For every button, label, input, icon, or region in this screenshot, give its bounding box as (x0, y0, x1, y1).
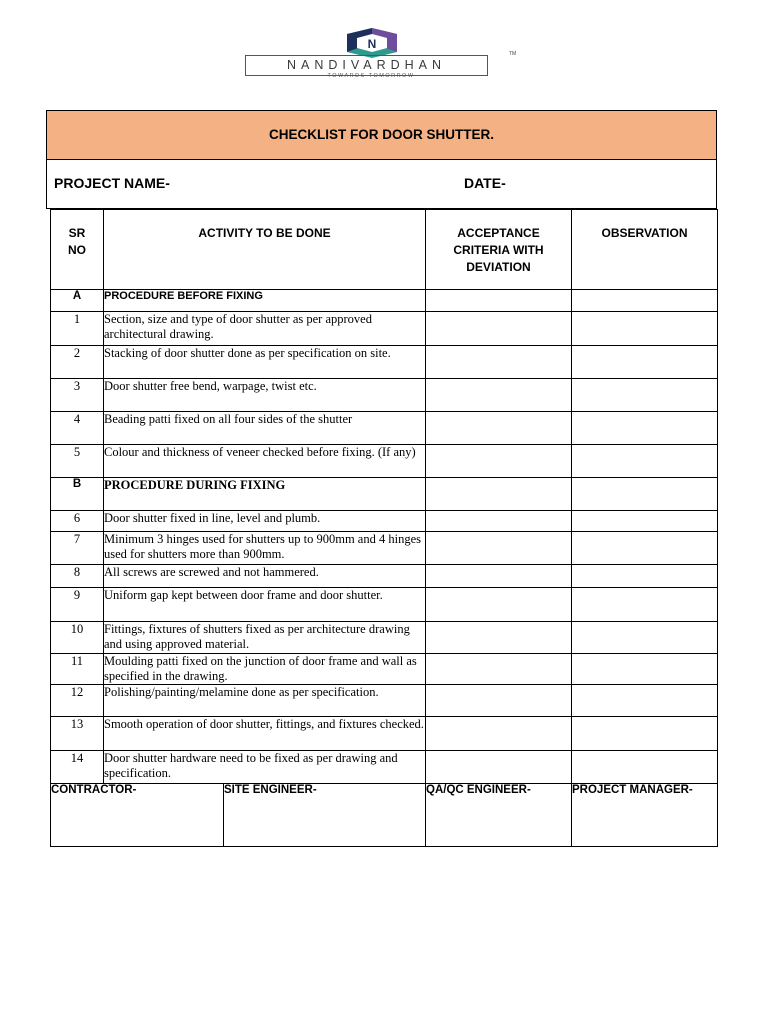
row-activity: Door shutter free bend, warpage, twist etc. (104, 379, 426, 412)
observation-cell[interactable] (572, 290, 718, 312)
row-activity: Smooth operation of door shutter, fittings, and fixtures checked. (104, 717, 426, 751)
column-header-sr-no: SR NO (51, 210, 104, 290)
acceptance-cell[interactable] (426, 751, 572, 784)
observation-cell[interactable] (572, 478, 718, 511)
row-sr: 7 (51, 532, 104, 565)
observation-cell[interactable] (572, 588, 718, 622)
column-header-acceptance: ACCEPTANCE CRITERIA WITH DEVIATION (426, 210, 572, 290)
section-row (51, 290, 718, 312)
table-row (51, 751, 718, 784)
logo-mark-letter: N (367, 37, 377, 51)
table-row (51, 312, 718, 346)
row-activity: Moulding patti fixed on the junction of door frame and wall as specified in the drawing. (104, 654, 426, 685)
acceptance-cell[interactable] (426, 445, 572, 478)
row-sr: 1 (51, 312, 104, 346)
table-row (51, 622, 718, 654)
observation-cell[interactable] (572, 412, 718, 445)
table-header-row (51, 210, 718, 290)
acceptance-cell[interactable] (426, 511, 572, 532)
observation-cell[interactable] (572, 565, 718, 588)
acceptance-cell[interactable] (426, 717, 572, 751)
observation-cell[interactable] (572, 717, 718, 751)
table-row (51, 588, 718, 622)
row-sr: 10 (51, 622, 104, 654)
observation-cell[interactable] (572, 312, 718, 346)
signoff-row (51, 784, 718, 847)
observation-cell[interactable] (572, 532, 718, 565)
acceptance-cell[interactable] (426, 685, 572, 717)
acceptance-cell[interactable] (426, 478, 572, 511)
row-activity: Minimum 3 hinges used for shutters up to 900mm and 4 hinges used for shutters more than 900mm. (104, 532, 426, 565)
row-sr: 12 (51, 685, 104, 717)
table-row (51, 445, 718, 478)
row-activity: Door shutter hardware need to be fixed as per drawing and specification. (104, 751, 426, 784)
table-row (51, 717, 718, 751)
checklist-title: CHECKLIST FOR DOOR SHUTTER. (47, 111, 716, 160)
acceptance-cell[interactable] (426, 532, 572, 565)
observation-cell[interactable] (572, 751, 718, 784)
row-activity: Fittings, fixtures of shutters fixed as per architecture drawing and using approved material. (104, 622, 426, 654)
acceptance-cell[interactable] (426, 412, 572, 445)
logo-brand-name: NANDIVARDHAN (245, 55, 488, 76)
row-sr: 4 (51, 412, 104, 445)
contractor-signoff[interactable]: CONTRACTOR- (51, 784, 224, 847)
row-activity: Uniform gap kept between door frame and door shutter. (104, 588, 426, 622)
row-activity: Door shutter fixed in line, level and plumb. (104, 511, 426, 532)
section-title: PROCEDURE DURING FIXING (104, 478, 426, 511)
table-row (51, 685, 718, 717)
row-sr: 3 (51, 379, 104, 412)
date-label: DATE- (464, 175, 506, 191)
acceptance-cell[interactable] (426, 622, 572, 654)
table-row (51, 346, 718, 379)
project-manager-signoff[interactable]: PROJECT MANAGER- (572, 784, 718, 847)
site-engineer-signoff[interactable]: SITE ENGINEER- (224, 784, 426, 847)
acceptance-cell[interactable] (426, 290, 572, 312)
logo-tagline: TOWARDS TOMORROW (327, 73, 415, 79)
observation-cell[interactable] (572, 346, 718, 379)
acceptance-cell[interactable] (426, 379, 572, 412)
row-sr: 13 (51, 717, 104, 751)
table-row (51, 379, 718, 412)
acceptance-cell[interactable] (426, 588, 572, 622)
observation-cell[interactable] (572, 445, 718, 478)
project-name-label: PROJECT NAME- (54, 175, 170, 191)
observation-cell[interactable] (572, 622, 718, 654)
section-sr: A (51, 290, 104, 312)
table-row (51, 565, 718, 588)
table-row (51, 532, 718, 565)
column-header-activity: ACTIVITY TO BE DONE (104, 210, 426, 290)
acceptance-cell[interactable] (426, 565, 572, 588)
row-sr: 9 (51, 588, 104, 622)
observation-cell[interactable] (572, 685, 718, 717)
row-activity: Colour and thickness of veneer checked before fixing. (If any) (104, 445, 426, 478)
row-sr: 5 (51, 445, 104, 478)
checklist-header (46, 110, 717, 209)
table-row (51, 412, 718, 445)
section-title: PROCEDURE BEFORE FIXING (104, 290, 426, 312)
table-row (51, 654, 718, 685)
table-row (51, 511, 718, 532)
checklist-table (50, 209, 718, 847)
qa-qc-engineer-signoff[interactable]: QA/QC ENGINEER- (426, 784, 572, 847)
company-logo (241, 26, 519, 84)
observation-cell[interactable] (572, 511, 718, 532)
row-sr: 11 (51, 654, 104, 685)
section-sr: B (51, 478, 104, 511)
acceptance-cell[interactable] (426, 346, 572, 379)
acceptance-cell[interactable] (426, 654, 572, 685)
row-activity: All screws are screwed and not hammered. (104, 565, 426, 588)
acceptance-cell[interactable] (426, 312, 572, 346)
row-activity: Section, size and type of door shutter as per approved architectural drawing. (104, 312, 426, 346)
row-sr: 6 (51, 511, 104, 532)
observation-cell[interactable] (572, 654, 718, 685)
row-sr: 8 (51, 565, 104, 588)
row-activity: Polishing/painting/melamine done as per specification. (104, 685, 426, 717)
column-header-observation: OBSERVATION (572, 210, 718, 290)
row-activity: Beading patti fixed on all four sides of the shutter (104, 412, 426, 445)
trademark-mark: TM (509, 51, 517, 57)
section-row (51, 478, 718, 511)
row-sr: 2 (51, 346, 104, 379)
row-sr: 14 (51, 751, 104, 784)
row-activity: Stacking of door shutter done as per specification on site. (104, 346, 426, 379)
observation-cell[interactable] (572, 379, 718, 412)
